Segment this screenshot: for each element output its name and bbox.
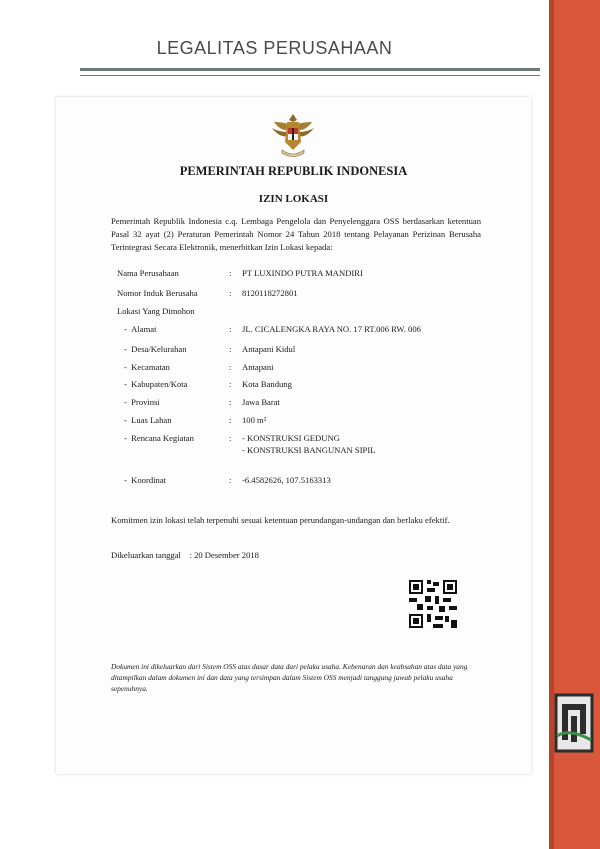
bullet-dash: -	[124, 433, 127, 443]
address-label	[124, 324, 156, 334]
disclaimer-note: Dokumen ini dikeluarkan dari Sistem OSS atas dasar data dari pelaku usaha. Kebenaran dan keabsahan atas data yang ditampilkan dalam dokumen ini dan data yang tersimpan dalam Sistem OSS menjadi tanggung jawab pelaku usaha sepenuhnya.	[111, 662, 468, 693]
colon: :	[229, 379, 232, 389]
colon: :	[229, 268, 232, 278]
coordinate-label	[124, 475, 166, 485]
qr-code-icon	[409, 580, 457, 628]
colon: :	[229, 415, 232, 425]
activity-label-text: Rencana Kegiatan	[131, 433, 194, 443]
city-label-text: Kabupaten/Kota	[131, 379, 188, 389]
province-value: Jawa Barat	[242, 397, 280, 407]
colon: :	[229, 362, 232, 372]
company-name-label: Nama Perusahaan	[117, 268, 179, 278]
bullet-dash: -	[124, 475, 127, 485]
bullet-dash: -	[124, 362, 127, 372]
nib-label: Nomor Induk Berusaha	[117, 288, 198, 298]
coordinate-label-text: Koordinat	[131, 475, 167, 485]
province-label	[124, 397, 160, 407]
city-label	[124, 379, 188, 389]
activity-value-1: - KONSTRUKSI GEDUNG	[242, 433, 340, 443]
bullet-dash: -	[124, 415, 127, 425]
header-rule-thin	[80, 75, 540, 76]
area-value: 100 m²	[242, 415, 267, 425]
bullet-dash: -	[124, 344, 127, 354]
issued-line	[111, 550, 259, 560]
area-label	[124, 415, 172, 425]
issued-date: 20 Desember 2018	[194, 550, 259, 560]
company-logo-icon	[553, 692, 595, 754]
commitment-statement: Komitmen izin lokasi telah terpenuhi sesuai ketentuan perundangan-undangan dan berlaku efektif.	[111, 515, 450, 525]
district-label	[124, 362, 170, 372]
location-heading: Lokasi Yang Dimohon	[117, 306, 195, 316]
activity-value-2: - KONSTRUKSI BANGUNAN SIPIL	[242, 445, 376, 455]
intro-paragraph: Pemerintah Republik Indonesia c.q. Lembaga Pengelola dan Penyelenggara OSS berdasarkan ketentuan Pasal 32 ayat (2) Peraturan Pemerintah Nomor 24 Tahun 2018 tentang Pelayanan Perizinan Berusaha Terintegrasi Secara Elektronik, menerbitkan Izin Lokasi kepada:	[111, 216, 481, 252]
colon: :	[189, 550, 192, 560]
bullet-dash: -	[124, 397, 127, 407]
city-value: Kota Bandung	[242, 379, 292, 389]
colon: :	[229, 324, 232, 334]
village-label	[124, 344, 187, 354]
village-value: Antapani Kidul	[242, 344, 296, 354]
colon: :	[229, 475, 232, 485]
bullet-dash: -	[124, 324, 127, 334]
coordinate-value: -6.4582626, 107.5163313	[242, 475, 331, 485]
colon: :	[229, 433, 232, 443]
company-name-value: PT LUXINDO PUTRA MANDIRI	[242, 268, 363, 278]
page-title: LEGALITAS PERUSAHAAN	[156, 38, 393, 58]
colon: :	[229, 288, 232, 298]
header-rule-thick	[80, 68, 540, 71]
bullet-dash: -	[124, 379, 127, 389]
nib-value: 8120118272801	[242, 288, 298, 298]
address-value: JL. CICALENGKA RAYA NO. 17 RT.006 RW. 006	[242, 324, 421, 334]
address-label-text: Alamat	[131, 324, 157, 334]
province-label-text: Provinsi	[131, 397, 160, 407]
garuda-emblem-icon	[270, 108, 316, 160]
issued-label: Dikeluarkan tanggal	[111, 550, 181, 560]
colon: :	[229, 397, 232, 407]
district-value: Antapani	[242, 362, 274, 372]
area-label-text: Luas Lahan	[131, 415, 172, 425]
issuing-authority: PEMERINTAH REPUBLIK INDONESIA	[179, 164, 408, 178]
village-label-text: Desa/Kelurahan	[131, 344, 187, 354]
permit-title: IZIN LOKASI	[258, 193, 329, 205]
colon: :	[229, 344, 232, 354]
activity-label	[124, 433, 194, 443]
district-label-text: Kecamatan	[131, 362, 170, 372]
